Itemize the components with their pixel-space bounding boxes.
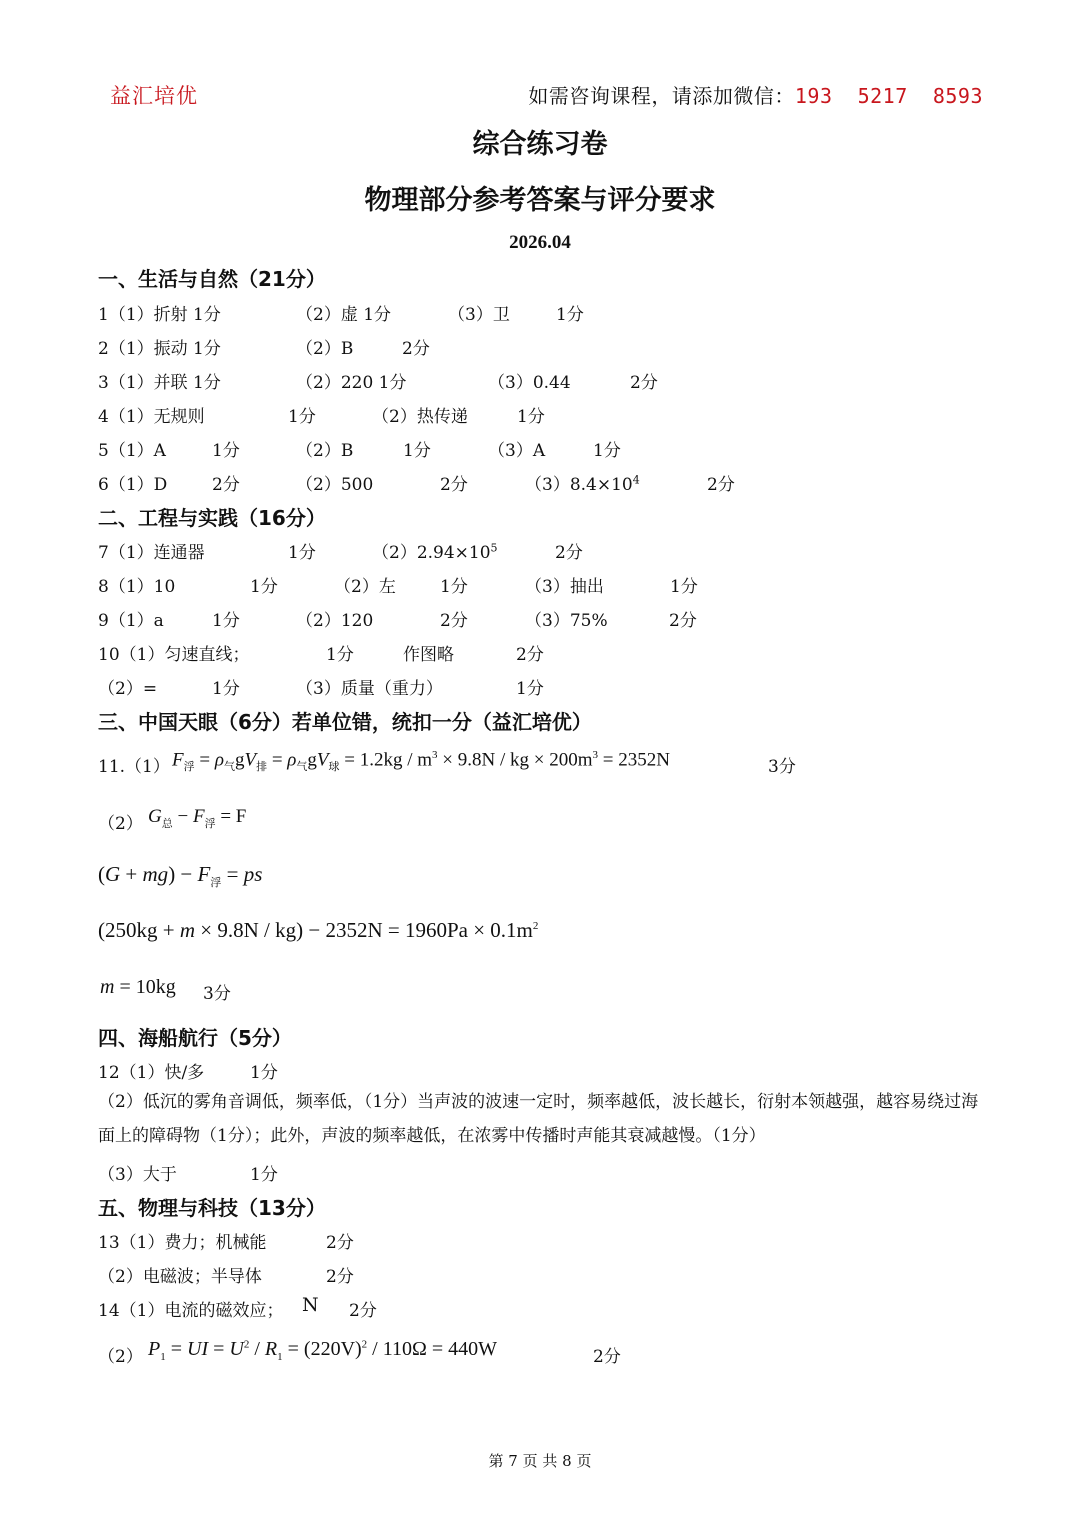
answer-text: 5（1）A	[98, 441, 166, 461]
answer-score: 1分	[250, 1063, 278, 1083]
section-heading: 五、物理与科技（13分）	[98, 1196, 326, 1220]
answer-text: 3（1）并联 1分	[98, 373, 221, 393]
answer-score: 2分	[707, 475, 735, 495]
formula-pressure: $(G + mg) - F_浮$ = ps	[98, 862, 263, 890]
formula-buoyancy: $F_浮 = \rho_气gV_排 = \rho_气gV_球 = 1.2kg / m^3 \times 9.8N$ / kg × $200m^3 = 2352N$	[172, 749, 670, 774]
answer-score: 2分	[326, 1267, 354, 1287]
formula-power: $P_1$ = UI = $U^2 / R_1 = (220V)^2 / 110\Omega = 440W$	[148, 1338, 498, 1363]
answer-score: 3分	[203, 984, 231, 1004]
answer-text: （2）左	[334, 577, 396, 597]
answer-text: （2）	[98, 1347, 143, 1367]
answer-text: （3）75%	[525, 611, 608, 631]
answer-score: 1分	[288, 407, 316, 427]
answer-text: （3）A	[488, 441, 546, 461]
answer-text: 10（1）匀速直线；	[98, 645, 250, 665]
answer-text: （2）=	[98, 679, 158, 699]
answer-text: （2）	[98, 814, 143, 834]
answer-paragraph: （2）低沉的雾角音调低，频率低，（1分）当声波的波速一定时，频率越低，波长越长，衍射本领越强，越容易绕过海面上的障碍物（1分）；此外，声波的频率越低，在浓雾中传播时声能其衰减越慢。（1分）	[98, 1092, 979, 1146]
answer-text: （2）虚 1分	[296, 305, 392, 325]
section-heading: 四、海船航行（5分）	[98, 1026, 292, 1050]
answer-score: 1分	[250, 577, 278, 597]
answer-text: 4（1）无规则	[98, 407, 205, 427]
section-heading: 三、中国天眼（6分）若单位错，统扣一分（益汇培优）	[98, 710, 592, 734]
exam-date: 2026.04	[509, 232, 571, 253]
answer-text: 14（1）电流的磁效应；	[98, 1301, 284, 1321]
formula-result: m = 10kg	[100, 976, 176, 998]
answer-score: 1分	[212, 611, 240, 631]
brand-name: 益汇培优	[110, 84, 198, 108]
answer-score: 1分	[403, 441, 431, 461]
answer-score: 1分	[517, 407, 545, 427]
answer-score: 2分	[402, 339, 430, 359]
answer-score: 1分	[212, 679, 240, 699]
answer-text: （3）质量（重力）	[296, 679, 443, 699]
answer-score: 1分	[288, 543, 316, 563]
answer-score: 3分	[768, 757, 796, 777]
answer-text: （2）电磁波；半导体	[98, 1267, 262, 1287]
answer-score: 2分	[669, 611, 697, 631]
contact-phone: 193 5217 8593	[794, 84, 983, 108]
page-title: 综合练习卷	[472, 129, 608, 160]
answer-text: （2）B	[296, 441, 354, 461]
answer-text: 9（1）a	[98, 611, 164, 631]
answer-score: 1分	[593, 441, 621, 461]
answer-text: 1（1）折射 1分	[98, 305, 221, 325]
answer-text: （2）120	[296, 611, 374, 631]
answer-text: 13（1）费力；机械能	[98, 1233, 267, 1253]
section-heading: 二、工程与实践（16分）	[98, 506, 326, 530]
answer-text: （3）大于	[98, 1165, 177, 1185]
answer-text: （3）卫	[448, 305, 510, 325]
answer-text: 8（1）10	[98, 577, 176, 597]
answer-text: 7（1）连通器	[98, 543, 205, 563]
answer-score: 2分	[516, 645, 544, 665]
section-heading: 一、生活与自然（21分）	[98, 267, 326, 291]
answer-text: 12（1）快/多	[98, 1063, 205, 1083]
answer-text: （3）抽出	[525, 577, 604, 597]
answer-text: $(2)2.94\times 10^5$	[372, 541, 498, 563]
answer-text: （2）热传递	[372, 407, 468, 427]
formula-substitution: $(250kg + m \times 9.8N / kg) - 2352N = 1960Pa \times 0.1m^2$	[98, 918, 539, 942]
answer-text: 2（1）振动 1分	[98, 339, 221, 359]
answer-score: 2分	[440, 475, 468, 495]
answer-score: 2分	[555, 543, 583, 563]
answer-score: 1分	[250, 1165, 278, 1185]
answer-score: 1分	[326, 645, 354, 665]
answer-score: 1分	[556, 305, 584, 325]
formula-force-balance: $G_总 - F_浮 = F$	[148, 806, 247, 830]
answer-score: 2分	[630, 373, 658, 393]
answer-text: （2）B	[296, 339, 354, 359]
contact-label: 如需咨询课程，请添加微信：	[528, 84, 795, 108]
answer-text: 作图略	[403, 645, 454, 665]
answer-score: 1分	[440, 577, 468, 597]
answer-score: 2分	[212, 475, 240, 495]
answer-score: 1分	[516, 679, 544, 699]
answer-text: （2）220 1分	[296, 373, 407, 393]
answer-score: 1分	[670, 577, 698, 597]
answer-score: 2分	[326, 1233, 354, 1253]
answer-text: 6（1）D	[98, 475, 168, 495]
answer-score: 2分	[593, 1347, 621, 1367]
answer-text: 11.（1）	[98, 757, 170, 777]
answer-score: 2分	[349, 1301, 377, 1321]
answer-score: 2分	[440, 611, 468, 631]
answer-text: N	[302, 1294, 319, 1316]
answer-text: $(3)8.4\times 10^4$	[525, 473, 640, 495]
contact-info	[528, 80, 983, 109]
answer-text: （2）500	[296, 475, 374, 495]
answer-text: （3）0.44	[488, 373, 571, 393]
page-number: 第 7 页 共 8 页	[488, 1452, 592, 1470]
page-subtitle: 物理部分参考答案与评分要求	[364, 185, 716, 216]
answer-score: 1分	[212, 441, 240, 461]
